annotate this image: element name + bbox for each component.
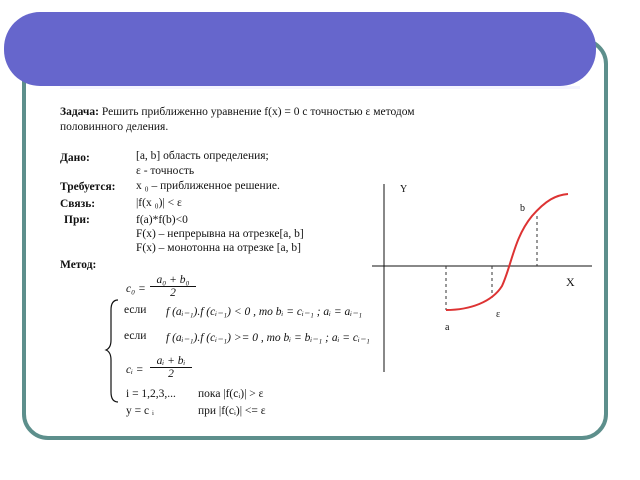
- conditions-text-3: F(x) – монотонна на отрезке [a, b]: [136, 242, 301, 254]
- conditions-text-2: F(x) – непрерывна на отрезке[a, b]: [136, 228, 304, 240]
- b-point-label: b: [520, 203, 525, 214]
- required-label: Требуется:: [60, 181, 116, 193]
- if1-word: если: [124, 304, 147, 316]
- required-text: x ₀ – приближенное решение.: [136, 180, 280, 192]
- if1-expression: f (aᵢ₋₁).f (cᵢ₋₁) < 0 , то bᵢ = cᵢ₋₁ ; aᵢ = aᵢ₋₁: [166, 306, 363, 318]
- while-condition: пока |f(cᵢ)| > ε: [198, 388, 264, 400]
- task-text-2: половинного деления.: [60, 121, 169, 133]
- if2-expression: f (aᵢ₋₁).f (cᵢ₋₁) >= 0 , то bᵢ = bᵢ₋₁ ; aᵢ = cᵢ₋₁: [166, 332, 370, 344]
- ci-numerator: aᵢ + bᵢ: [150, 355, 192, 368]
- stop-condition: при |f(cᵢ)| <= ε: [198, 405, 266, 417]
- x-axis-label: X: [566, 275, 575, 289]
- c0-denominator: 2: [170, 287, 176, 299]
- relation-text: |f(x ₀)| < ε: [136, 197, 182, 209]
- conditions-label: При:: [64, 214, 90, 226]
- given-text-1: [a, b] область определения;: [136, 150, 269, 162]
- function-curve: [446, 194, 568, 310]
- conditions-text-1: f(a)*f(b)<0: [136, 214, 188, 226]
- method-label: Метод:: [60, 259, 97, 271]
- task-label: Задача:: [60, 106, 99, 118]
- y-axis-label: Y: [400, 184, 408, 195]
- given-text-2: ε - точность: [136, 165, 195, 177]
- c0-lhs: c₀ =: [126, 283, 146, 295]
- a-point-label: a: [445, 322, 450, 333]
- iteration-range: i = 1,2,3,...: [126, 388, 176, 400]
- relation-label: Связь:: [60, 198, 96, 210]
- ci-lhs: cᵢ =: [126, 364, 144, 376]
- epsilon-label: ε: [496, 309, 501, 320]
- ci-denominator: 2: [168, 368, 174, 380]
- c0-numerator: a₀ + b₀: [150, 274, 196, 287]
- if2-word: если: [124, 330, 147, 342]
- task-text-1: Решить приближенно уравнение f(x) = 0 с точностью ε методом: [101, 106, 415, 118]
- given-label: Дано:: [60, 152, 90, 164]
- result-assignment: y = c ᵢ: [126, 405, 154, 417]
